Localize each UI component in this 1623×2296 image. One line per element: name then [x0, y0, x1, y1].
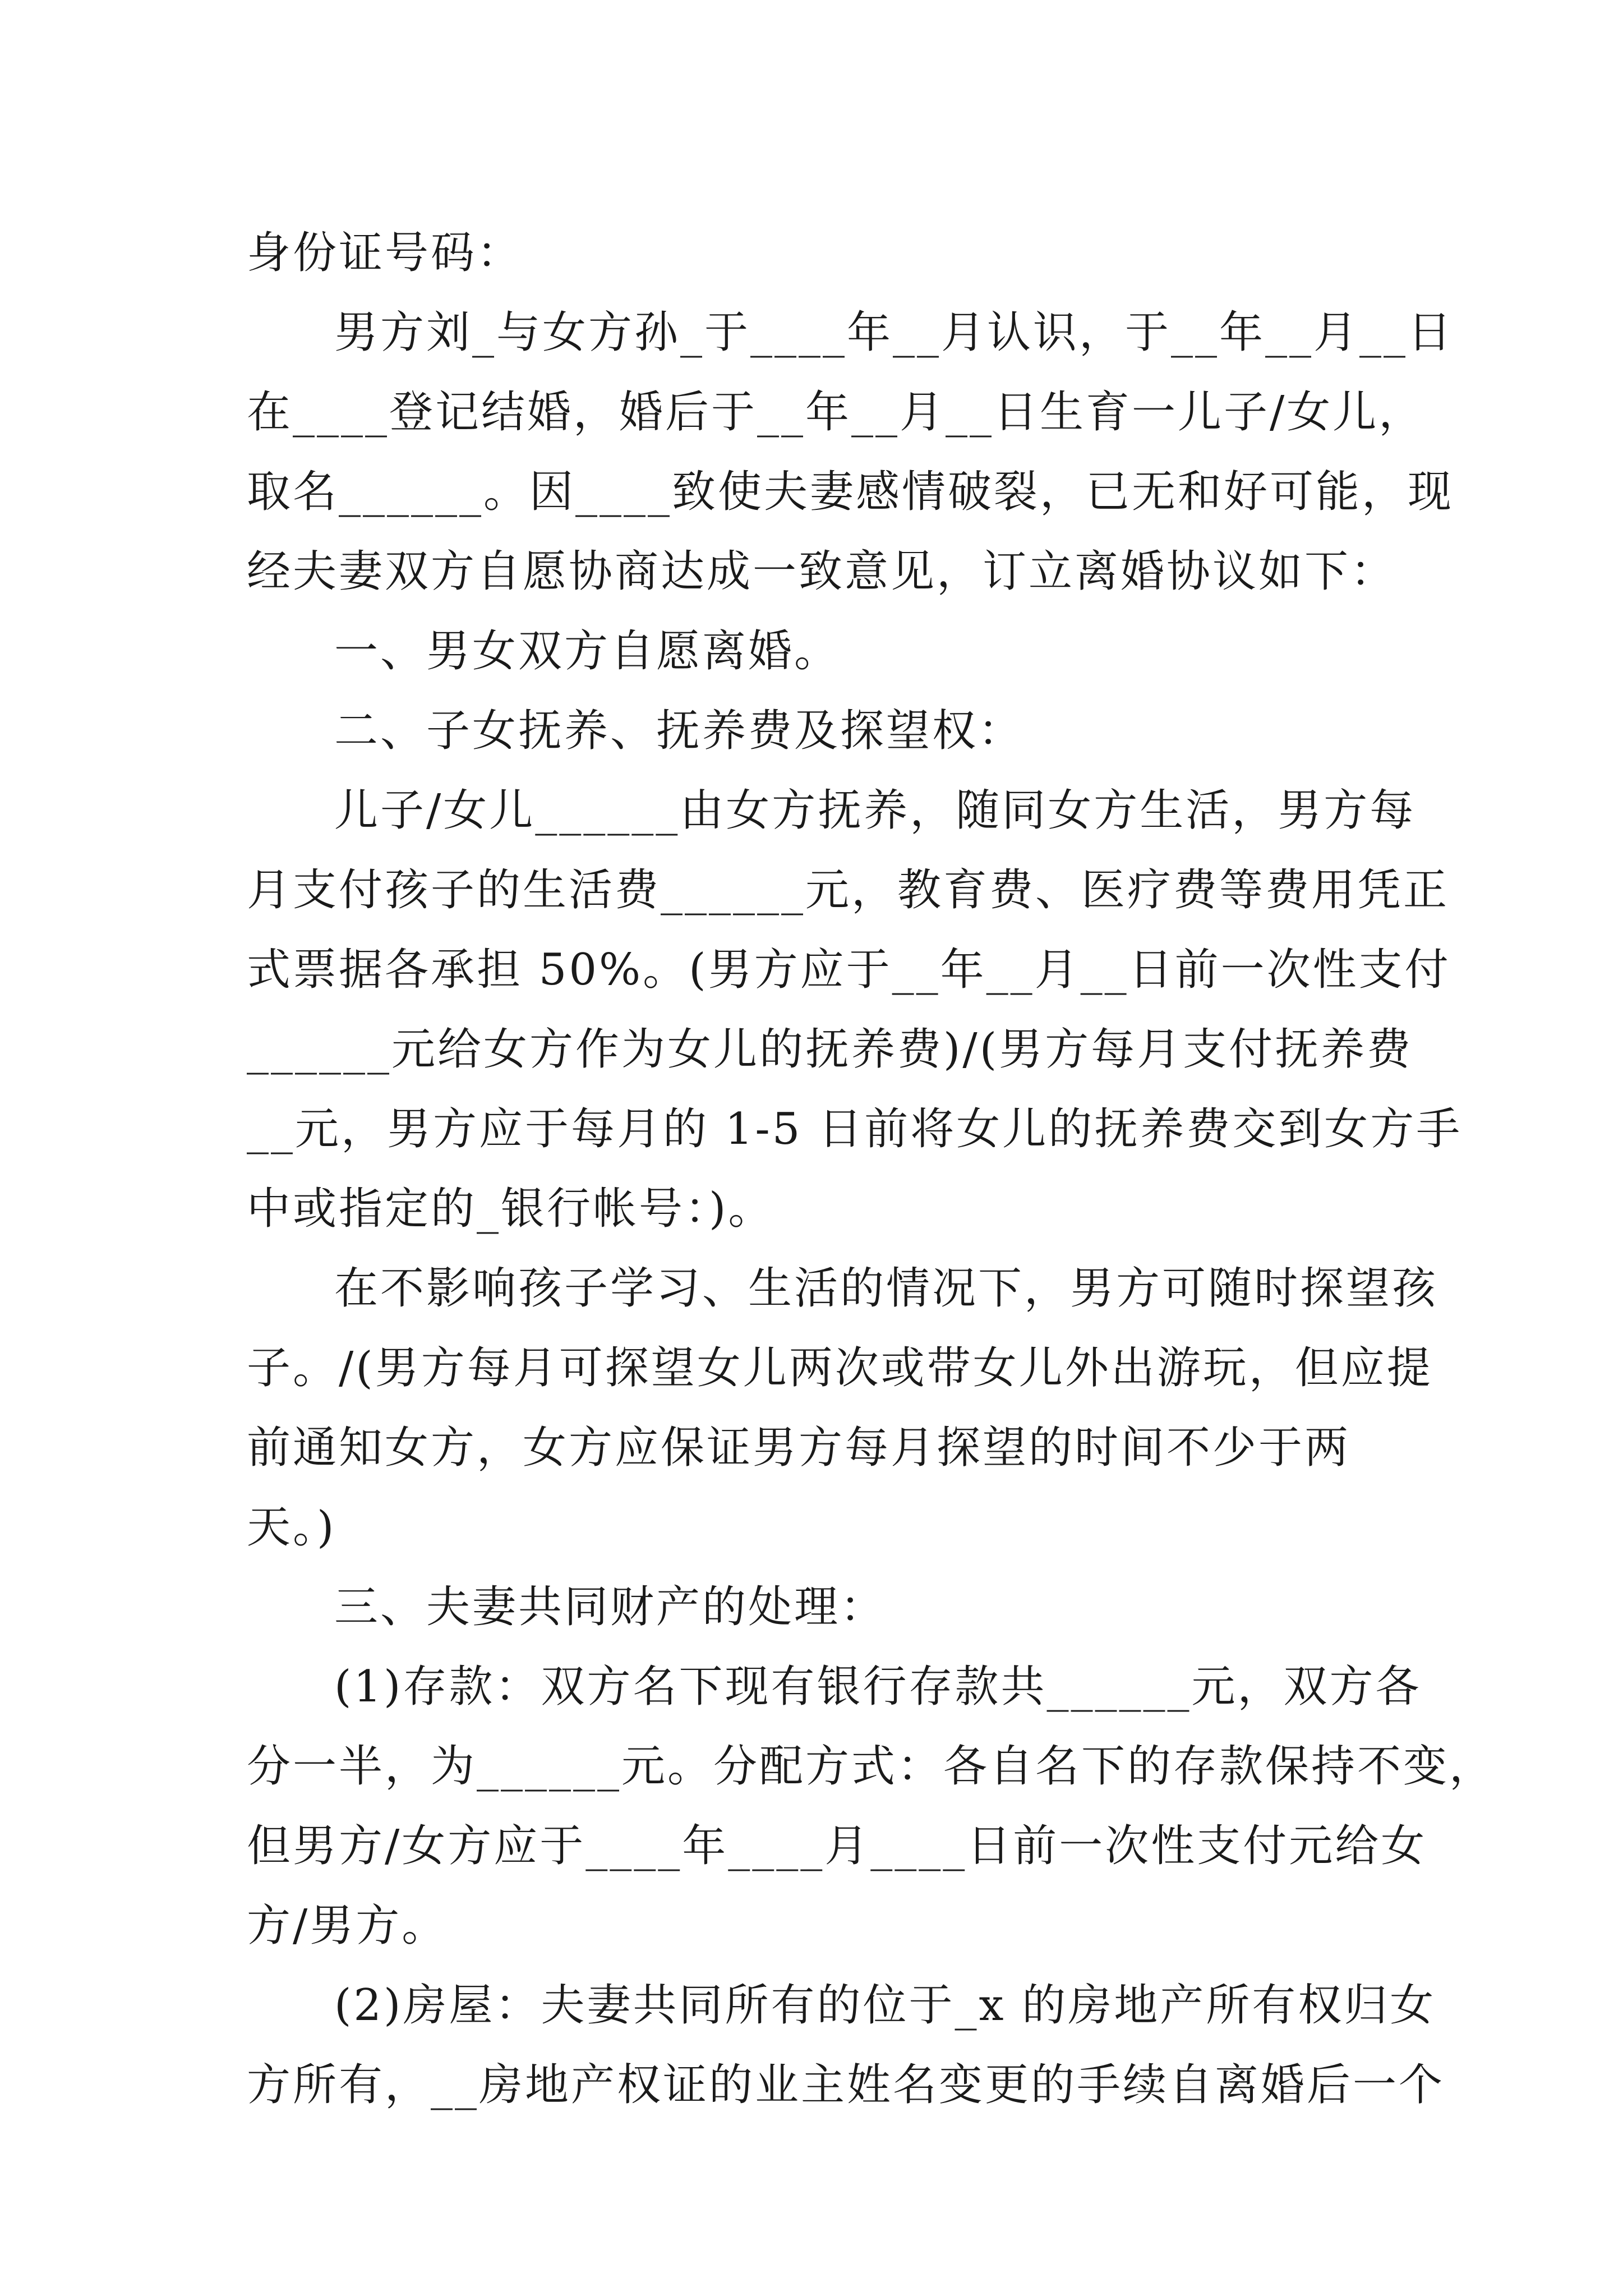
- text-line: 分一半，为______元。分配方式：各自名下的存款保持不变，: [247, 1741, 1496, 1792]
- text-line: 儿子/女儿______由女方抚养，随同女方生活，男方每: [334, 785, 1416, 836]
- text-line: 男方刘_与女方孙_于____年__月认识，于__年__月__日: [334, 307, 1454, 358]
- text-line: 身份证号码：: [247, 228, 523, 278]
- text-line: 但男方/女方应于____年____月____日前一次性支付元给女: [247, 1821, 1427, 1871]
- text-line: 经夫妻双方自愿协商达成一致意见，订立离婚协议如下：: [247, 546, 1397, 597]
- section-heading: 二、子女抚养、抚养费及探望权：: [334, 706, 1025, 756]
- text-line: 取名______。因____致使夫妻感情破裂，已无和好可能，现: [247, 467, 1454, 517]
- section-heading: 一、男女双方自愿离婚。: [334, 626, 841, 677]
- text-line: (1)存款：双方名下现有银行存款共______元，双方各: [334, 1662, 1422, 1712]
- text-line: 中或指定的_银行帐号：)。: [247, 1184, 774, 1234]
- text-line: ______元给女方作为女儿的抚养费)/(男方每月支付抚养费: [247, 1024, 1413, 1075]
- text-line: 在不影响孩子学习、生活的情况下，男方可随时探望孩: [334, 1263, 1438, 1314]
- text-line: 方所有，__房地产权证的业主姓名变更的手续自离婚后一个: [247, 2060, 1445, 2110]
- text-line: 在____登记结婚，婚后于__年__月__日生育一儿子/女儿，: [247, 387, 1425, 438]
- text-line: 前通知女方，女方应保证男方每月探望的时间不少于两: [247, 1423, 1351, 1473]
- text-line: 子。/(男方每月可探望女儿两次或带女儿外出游玩，但应提: [247, 1343, 1433, 1393]
- text-line: __元，男方应于每月的 1-5 日前将女儿的抚养费交到女方手: [247, 1104, 1463, 1154]
- document-page: [247, 213, 1496, 2125]
- text-line: (2)房屋：夫妻共同所有的位于_x 的房地产所有权归女: [334, 1980, 1436, 2031]
- text-line: 天。): [247, 1502, 336, 1553]
- section-heading: 三、夫妻共同财产的处理：: [334, 1582, 887, 1632]
- text-line: 式票据各承担 50%。(男方应于__年__月__日前一次性支付: [247, 945, 1451, 995]
- text-line: 方/男方。: [247, 1901, 448, 1951]
- text-line: 月支付孩子的生活费______元，教育费、医疗费等费用凭正: [247, 865, 1450, 915]
